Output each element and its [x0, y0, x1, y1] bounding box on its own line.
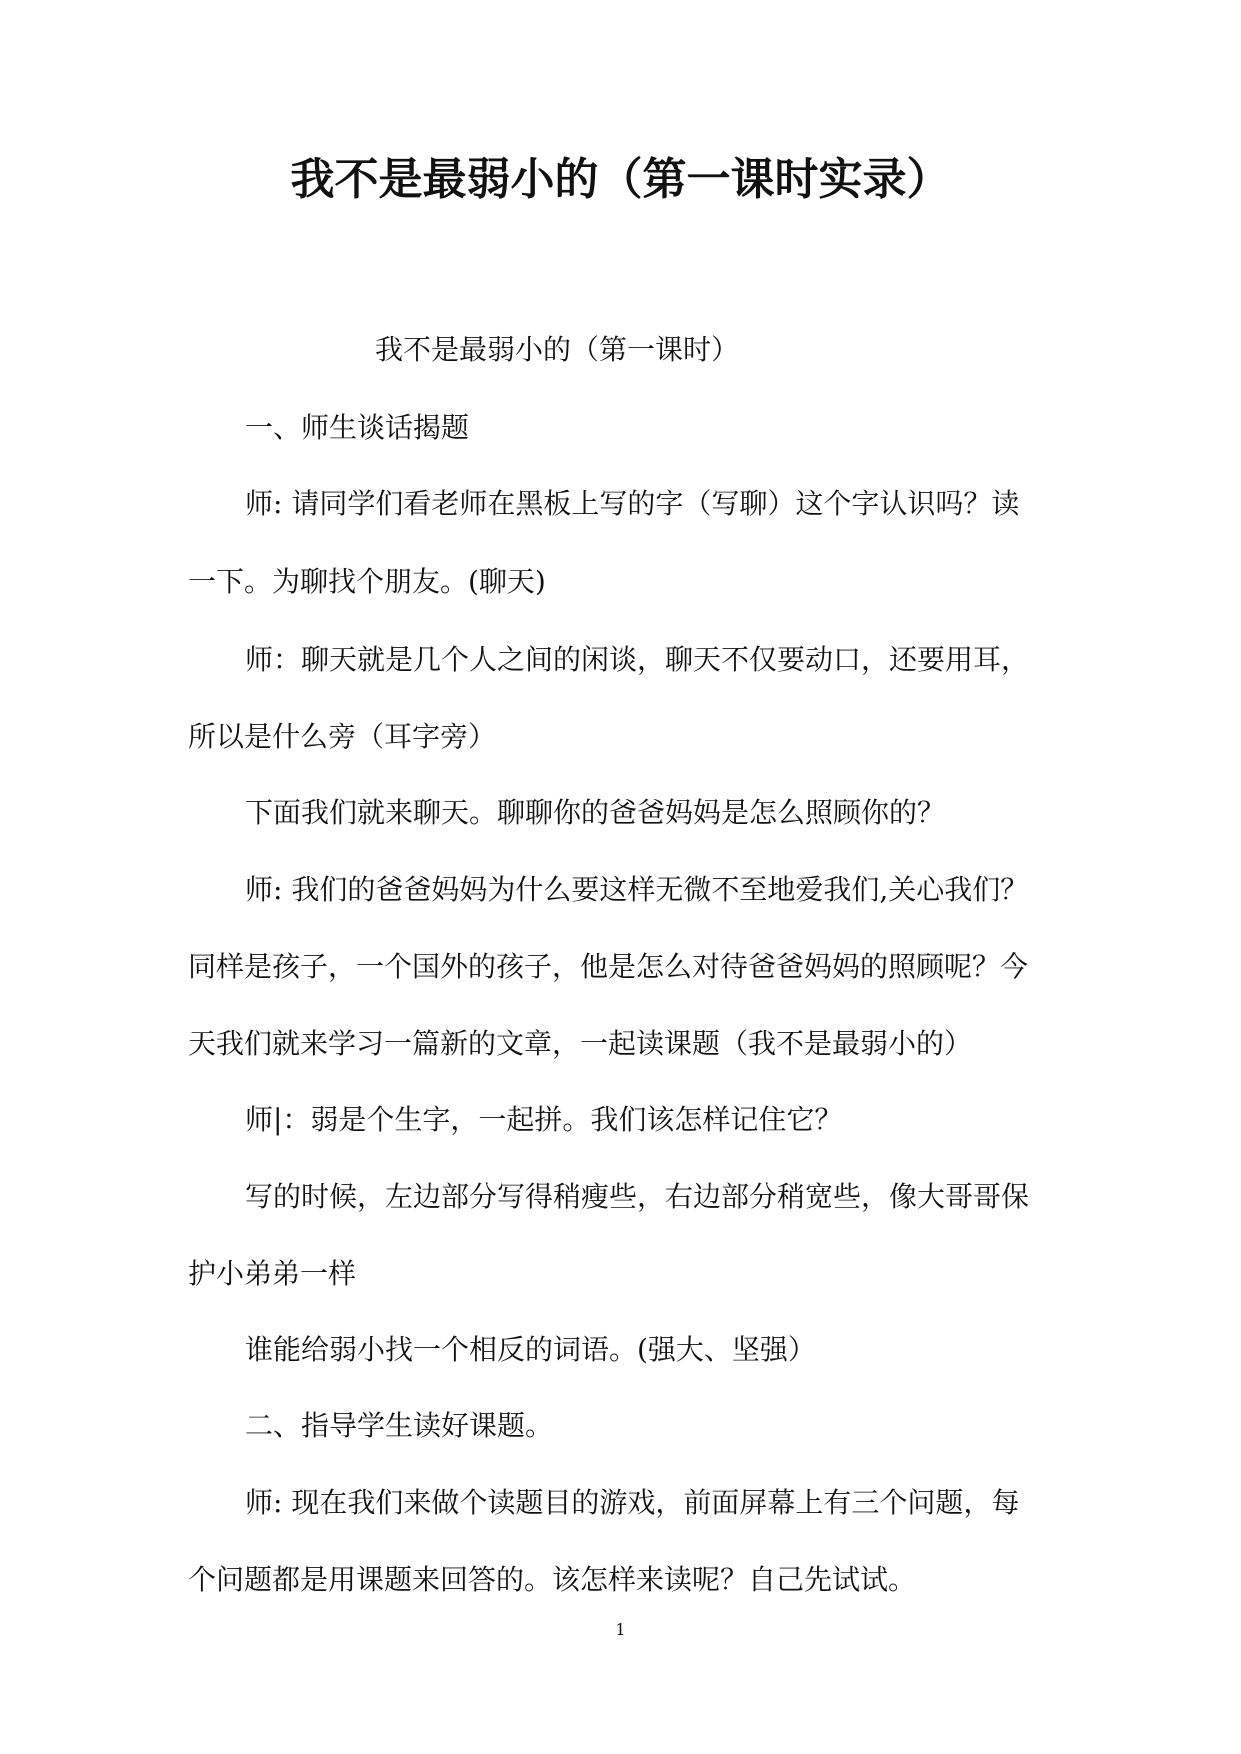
paragraph-line: 所以是什么旁（耳字旁）	[188, 720, 497, 753]
paragraph-line: 写的时候，左边部分写得稍瘦些，右边部分稍宽些，像大哥哥保	[245, 1180, 1030, 1213]
paragraph-line: 师|：弱是个生字，一起拼。我们该怎样记住它？	[245, 1103, 843, 1136]
paragraph-line: 谁能给弱小找一个相反的词语。(强大、坚强）	[245, 1333, 816, 1366]
paragraph-line: 下面我们就来聊天。聊聊你的爸爸妈妈是怎么照顾你的？	[245, 796, 946, 829]
paragraph-line: 师: 现在我们来做个读题目的游戏，前面屏幕上有三个问题，每	[245, 1486, 1020, 1519]
paragraph-line: 师：聊天就是几个人之间的闲谈，聊天不仅要动口，还要用耳，	[245, 643, 1030, 676]
paragraph-line: 同样是孩子，一个国外的孩子，他是怎么对待爸爸妈妈的照顾呢？今	[188, 950, 1029, 983]
section-heading-1: 一、师生谈话揭题	[245, 411, 470, 444]
document-title: 我不是最弱小的（第一课时实录）	[290, 154, 951, 205]
section-heading-2: 二、指导学生读好课题。	[245, 1409, 554, 1442]
paragraph-line: 师: 我们的爸爸妈妈为什么要这样无微不至地爱我们,关心我们？	[245, 873, 1029, 906]
paragraph-line: 天我们就来学习一篇新的文章，一起读课题（我不是最弱小的）	[188, 1027, 973, 1060]
paragraph-line: 护小弟弟一样	[188, 1257, 357, 1290]
page-number: 1	[615, 1620, 626, 1639]
paragraph-line: 个问题都是用课题来回答的。该怎样来读呢？自己先试试。	[188, 1563, 917, 1596]
paragraph-line: 师: 请同学们看老师在黑板上写的字（写聊）这个字认识吗？读	[245, 487, 1020, 520]
paragraph-line: 一下。为聊找个朋友。(聊天)	[188, 565, 546, 598]
lesson-subtitle: 我不是最弱小的（第一课时）	[375, 333, 740, 366]
